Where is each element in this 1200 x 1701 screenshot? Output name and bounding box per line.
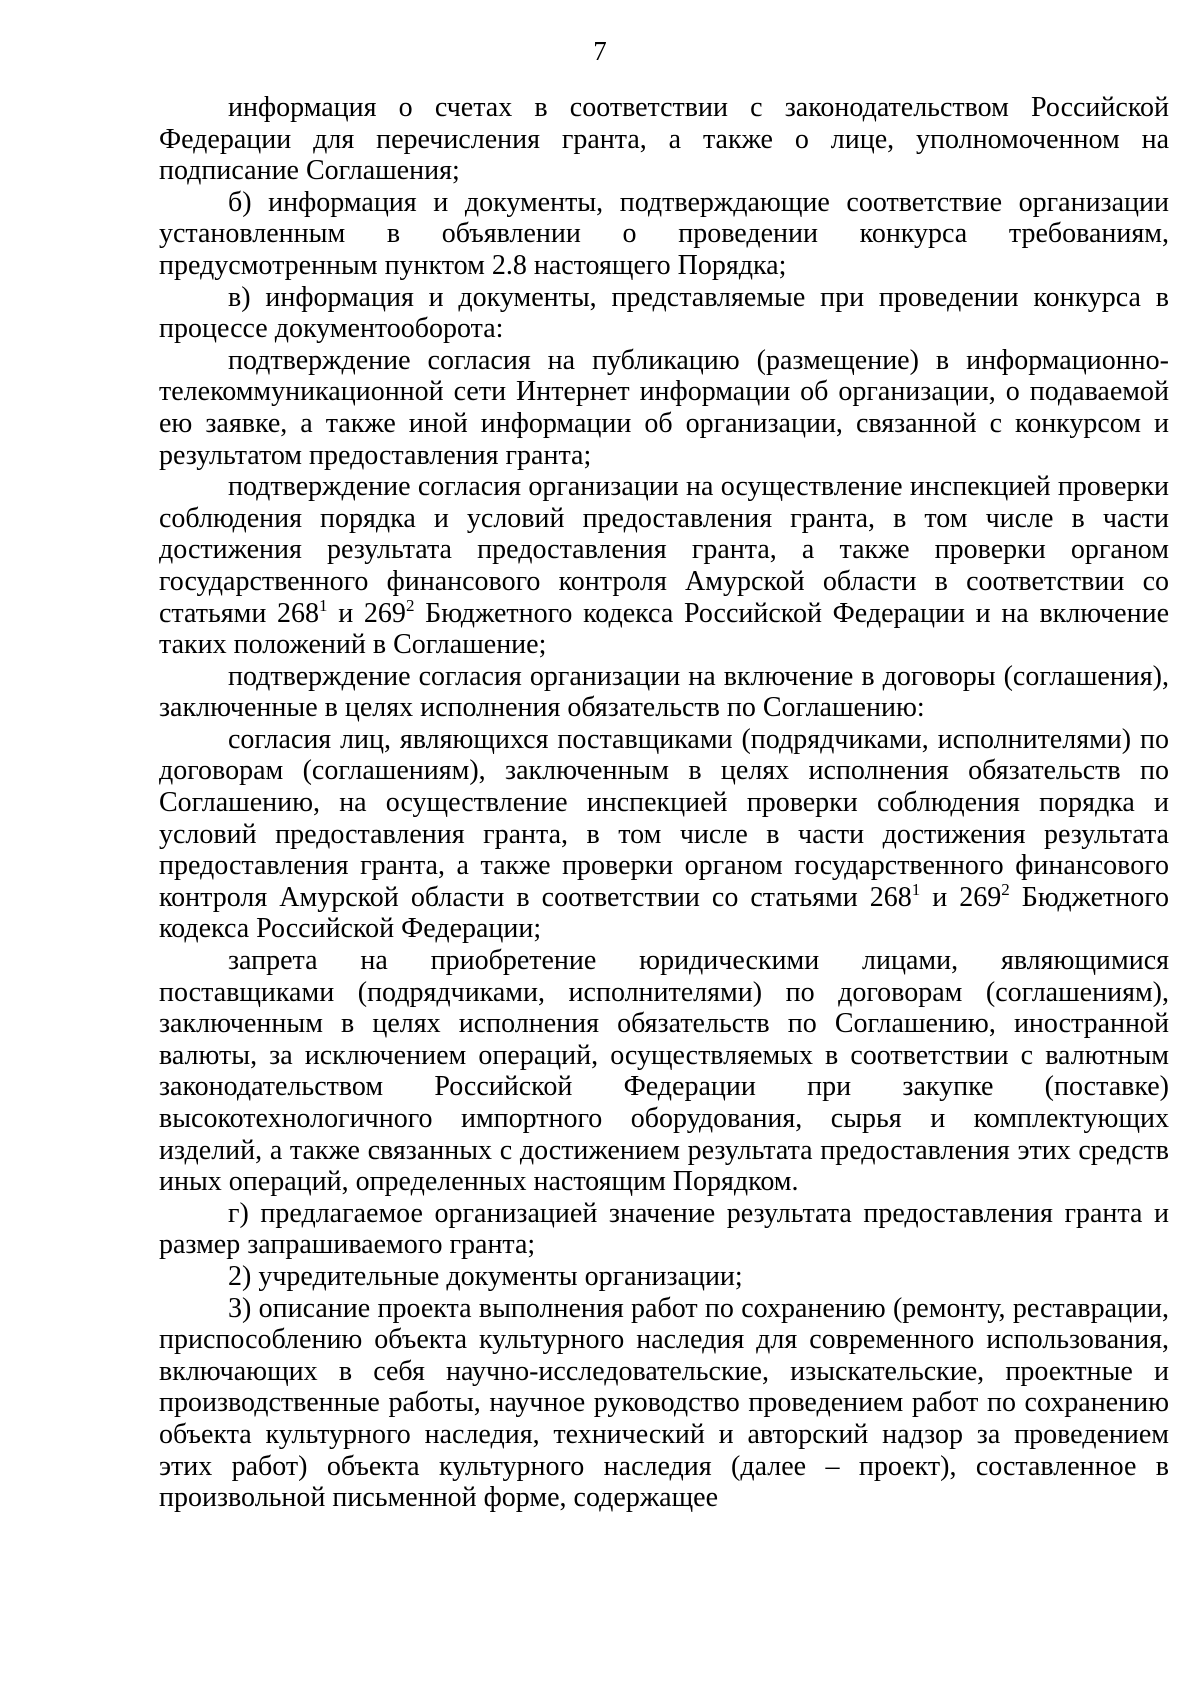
paragraph-currency-ban: запрета на приобретение юридическими лицами, являющимися поставщиками (подрядчиками, исполнителями) по договорам (соглашениям), заключенным в целях исполнения обязательств по Соглашению, иностранной валюты, за исключением операций, осуществляемых в соответствии с валютным законодательством Российской Федерации при закупке (поставке) высокотехнологичного импортного оборудования, сырья и комплектующих изделий, а также связанных с достижением результата предоставления этих средств иных операций, определенных настоящим Порядком.: [159, 945, 1169, 1198]
paragraph-contracts-consent: подтверждение согласия организации на включение в договоры (соглашения), заключенные в целях исполнения обязательств по Соглашению:: [159, 660, 1169, 724]
superscript: 1: [911, 879, 921, 899]
paragraph-text-part: Бюджетного кодекса Российской Федерации и на включение таких положений в Соглашение;: [159, 597, 1170, 661]
paragraph-item-b: б) информация и документы, подтверждающие соответствие организации установленным в объявлении о проведении конкурса требованиям, предусмотренным пунктом 2.8 настоящего Порядка;: [159, 186, 1169, 281]
superscript: 2: [405, 595, 415, 615]
paragraph-account-info: информация о счетах в соответствии с законодательством Российской Федерации для перечисления гранта, а также о лице, уполномоченном на подписание Соглашения;: [159, 92, 1169, 187]
paragraph-text-part: Бюджетного кодекса Российской Федерации;: [159, 881, 1170, 945]
paragraph-text-part: подтверждение согласия организации на осуществление инспекцией проверки соблюдения порядка и условий предоставления гранта, в том числе в части достижения результата предоставления гранта, а также проверки органом государственного финансового контроля Амурской области в соответствии со статьями 268: [159, 471, 1169, 629]
superscript: 2: [1001, 879, 1010, 899]
paragraph-item-3: 3) описание проекта выполнения работ по сохранению (ремонту, реставрации, приспособлению объекта культурного наследия для современного использования, включающих в себя научно-исследовательские, изыскательские, проектные и производственные работы, научное руководство проведением работ по сохранению объекта культурного наследия, технический и авторский надзор за проведением этих работ) объекта культурного наследия (далее – проект), составленное в произвольной письменной форме, содержащее: [159, 1292, 1169, 1514]
superscript: 1: [319, 595, 328, 615]
paragraph-text-part: согласия лиц, являющихся поставщиками (подрядчиками, исполнителями) по договорам (соглашениям), заключенным в целях исполнения обязательств по Соглашению, на осуществление инспекцией проверки соблюдения порядка и условий предоставления гранта, в том числе в части достижения результата предоставления гранта, а также проверки органом государственного финансового контроля Амурской области в соответствии со статьями 268: [159, 723, 1169, 913]
paragraph-publication-consent: подтверждение согласия на публикацию (размещение) в информационно-телекоммуникационной сети Интернет информации об организации, о подаваемой ею заявке, а также иной информации об организации, связанной с конкурсом и результатом предоставления гранта;: [159, 344, 1169, 471]
paragraph-inspection-consent: [159, 471, 1169, 661]
document-body: [159, 92, 1169, 1514]
paragraph-item-v: в) информация и документы, представляемые при проведении конкурса в процессе документооборота:: [159, 281, 1169, 345]
paragraph-text-part: и 269: [920, 881, 1002, 913]
paragraph-item-g: г) предлагаемое организацией значение результата предоставления гранта и размер запрашиваемого гранта;: [159, 1197, 1169, 1261]
paragraph-item-2: 2) учредительные документы организации;: [228, 1260, 743, 1292]
paragraph-text-part: и 269: [327, 597, 406, 629]
page-number: 7: [593, 36, 607, 66]
paragraph-suppliers-consent: [159, 724, 1169, 945]
